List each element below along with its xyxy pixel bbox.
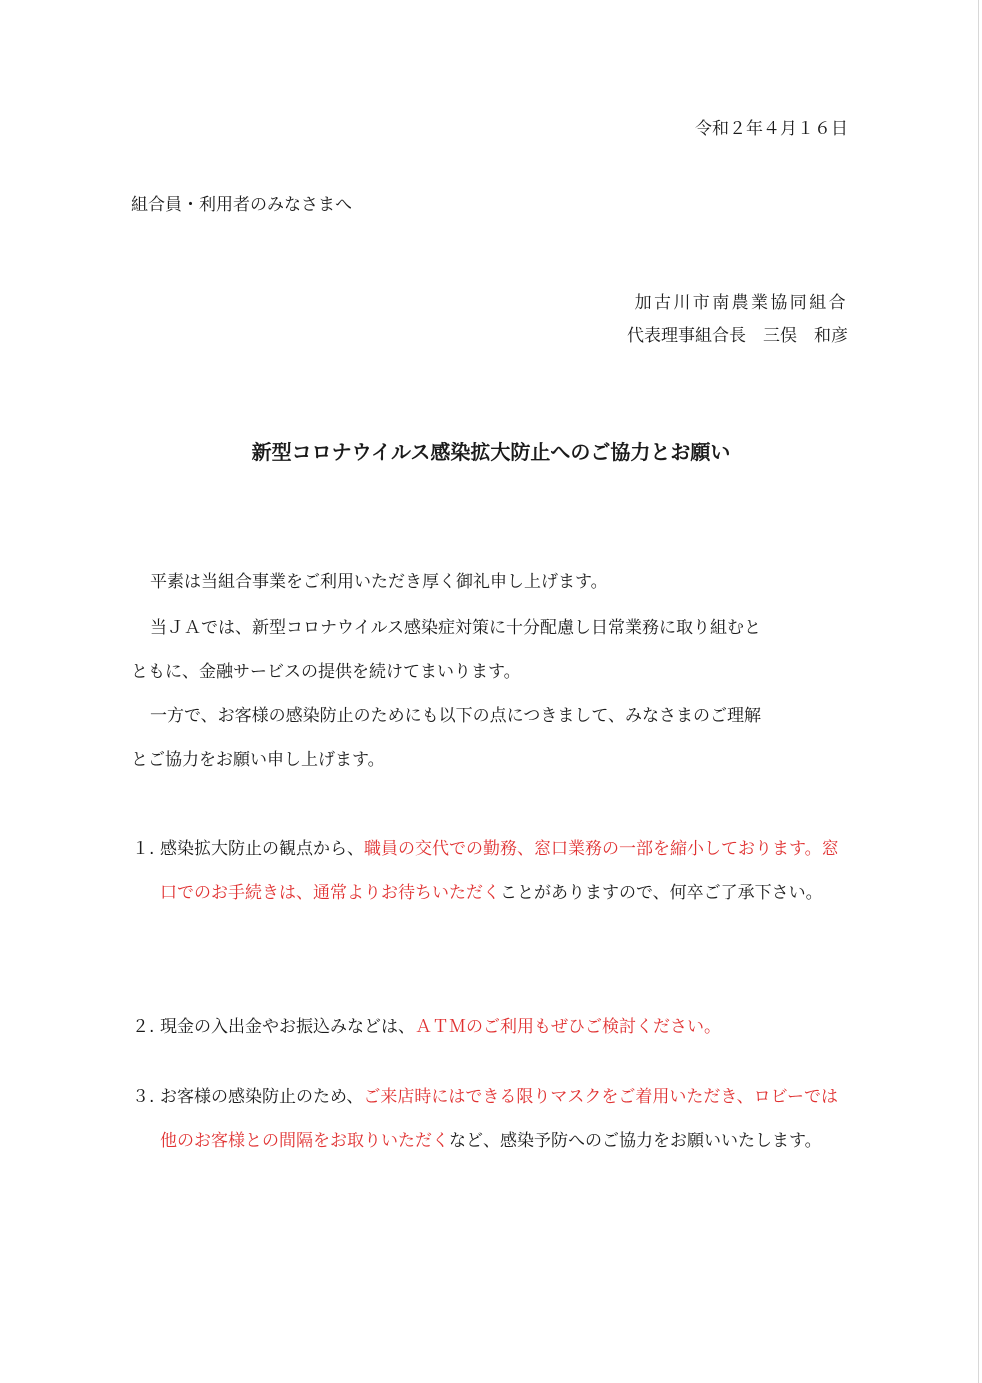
list-item-text: [160, 1005, 850, 1049]
list-item-text-normal: お客様の感染防止のため、: [160, 1087, 364, 1107]
list-item-text: [160, 1075, 850, 1163]
list-item-text: [160, 827, 850, 915]
document-title: 新型コロナウイルス感染拡大防止へのご協力とお願い: [251, 440, 731, 464]
body-paragraph-1: 平素は当組合事業をご利用いただき厚く御礼申し上げます。: [150, 572, 608, 592]
list-item-text-emphasis: ＡＴＭのご利用もぜひご検討ください。: [415, 1017, 721, 1037]
list-item-text-normal: 現金の入出金やお振込みなどは、: [160, 1017, 415, 1037]
list-item-text-normal-tail: など、感染予防へのご協力をお願いいたします。: [449, 1131, 822, 1151]
list-item-number: ２.: [132, 1017, 155, 1037]
body-paragraph-3-line-2: とご協力をお願い申し上げます。: [131, 750, 385, 770]
list-item-number: １.: [132, 839, 155, 859]
document-date: 令和２年４月１６日: [695, 119, 848, 139]
sender-organization: 加古川市南農業協同組合: [634, 293, 848, 313]
page-edge-divider: [978, 0, 979, 1383]
body-paragraph-2-line-2: ともに、金融サービスの提供を続けてまいります。: [131, 662, 521, 682]
body-paragraph-2-line-1: 当ＪＡでは、新型コロナウイルス感染症対策に十分配慮し日常業務に取り組むと: [150, 618, 761, 638]
list-item-text-emphasis: 職員の交代での勤務、窓口業務の一部を縮小しております。窓口でのお手続きは、通常よりお待ちいただく: [160, 839, 839, 903]
list-item-number: ３.: [132, 1087, 155, 1107]
list-item-text-emphasis: ご来店時にはできる限りマスクをご着用いただき、ロビーでは他のお客様との間隔をお取りいただく: [160, 1087, 838, 1151]
list-item-2: [132, 1005, 850, 1049]
sender-representative: 代表理事組合長 三俣 和彦: [627, 326, 848, 346]
list-item-text-normal-tail: ことがありますので、何卒ご了承下さい。: [500, 883, 823, 903]
list-item-1: [132, 827, 850, 959]
addressee: 組合員・利用者のみなさまへ: [131, 195, 352, 215]
list-item-text-normal: 感染拡大防止の観点から、: [160, 839, 364, 859]
list-item-3: [132, 1075, 850, 1207]
body-paragraph-3-line-1: 一方で、お客様の感染防止のためにも以下の点につきまして、みなさまのご理解: [150, 706, 761, 726]
